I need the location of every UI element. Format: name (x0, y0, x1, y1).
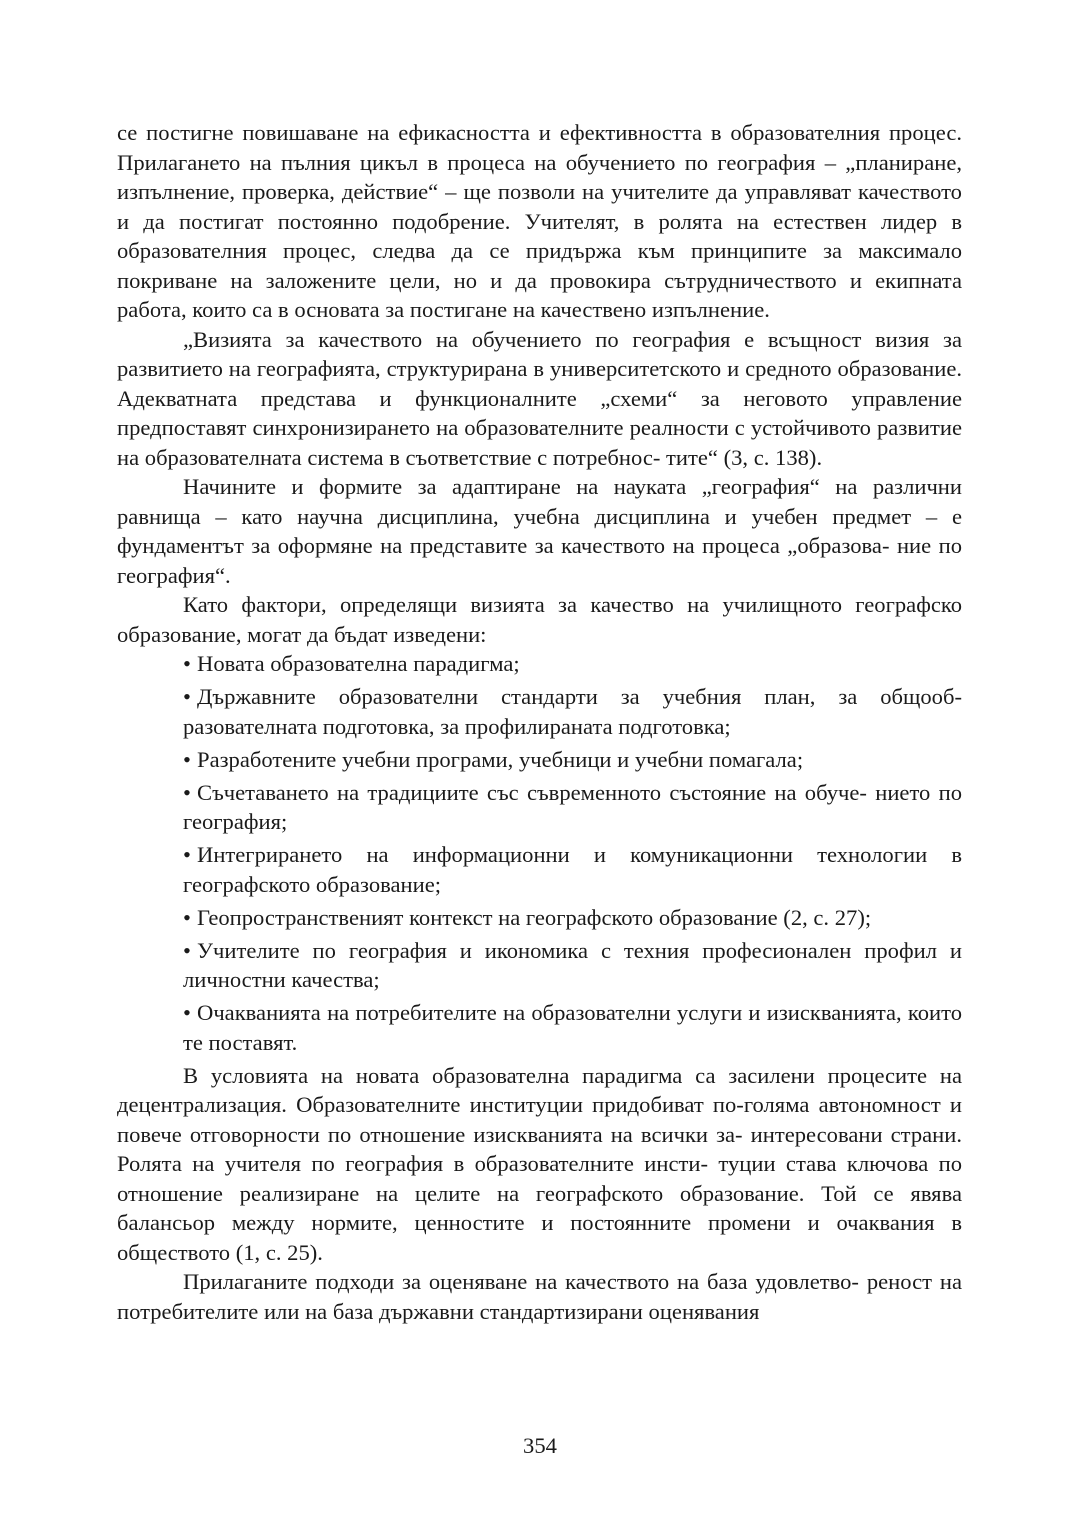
text-line: на естествен лидер в образователния процес, следва да се придържа към (117, 208, 963, 263)
text-line: В условията на новата образователна парадигма са засилени процесите (183, 1062, 928, 1088)
text-line: равнища – като научна дисциплина, учебна дисциплина и учебен предмет – е (117, 503, 962, 529)
paragraph (117, 118, 962, 325)
text-line: тите“ (3, с. 138). (666, 444, 823, 470)
text-line: нието по география; (183, 779, 963, 834)
text-line: Разработените учебни програми, учебници и учебни помагала; (197, 746, 804, 772)
text-line: Съчетаването на традициите със съвременното състояние на обуче- (197, 779, 867, 805)
bullet-icon: • (183, 842, 191, 867)
text-line: се постигне повишаване на ефикасността и ефективността в образователния (117, 120, 881, 145)
text-line: „планиране, изпълнение, проверка, действие“ – ще позволи на учителите да (117, 149, 962, 204)
text-line: Като фактори, определящи визията за качество на училищното географско (183, 592, 962, 617)
paragraphs-before-list (117, 118, 962, 649)
text-line: „Визията за качеството на обучението по география е всъщност визия (183, 326, 930, 352)
text-line: образование. Адекватната представа и функционалните „схеми“ за неговото (117, 356, 962, 411)
text-line: образование, могат да бъдат изведени: (117, 621, 487, 647)
list-item (183, 649, 962, 679)
text-line: Геопространственият контекст на географското образование (2, с. 27); (197, 904, 872, 930)
list-item (183, 998, 962, 1057)
paragraph (117, 1061, 962, 1268)
text-line: автономност и повече отговорности по отношение изискванията на всички за- (117, 1092, 962, 1147)
text-line: образование. Той се явява балансьор между нормите, ценностите и постоянните (117, 1180, 962, 1235)
text-line: географското образование; (183, 871, 441, 897)
text-line: процес. Прилагането на пълния цикъл в процеса на обучението по география – (117, 120, 962, 175)
text-line: ние по география“. (117, 533, 962, 588)
paragraph (117, 472, 962, 590)
page-body (117, 118, 962, 1326)
text-line: принципите за максимало покриване на заложените цели, но и да провокира (117, 238, 963, 293)
text-line: управляват качеството и да постигат постоянно подобрение. Учителят, в ролята (117, 179, 962, 234)
text-line: Очакванията на потребителите на образователни услуги и изискванията, (197, 1000, 902, 1025)
bullet-icon: • (183, 779, 191, 805)
text-line: и личностни качества; (183, 937, 963, 992)
bullet-icon: • (183, 651, 191, 676)
text-line: на децентрализация. Образователните институции придобиват по-голяма (117, 1062, 962, 1117)
bullet-icon: • (183, 937, 191, 963)
text-line: промени и очаквания в обществото (1, с. 25). (117, 1210, 962, 1265)
text-line: Учителите по география и икономика с техния професионален профил (197, 937, 937, 963)
paragraph (117, 1267, 962, 1326)
text-line: за развитието на географията, структурирана в университетското и средното (117, 326, 962, 381)
text-line: качествено изпълнение. (540, 297, 770, 322)
bullet-icon: • (183, 746, 191, 772)
bullet-icon: • (183, 1000, 191, 1025)
text-line: Начините и формите за адаптиране на науката „география“ на различни (183, 474, 962, 499)
text-line: които те поставят. (183, 1000, 962, 1055)
factors-bullet-list (117, 649, 962, 1057)
bullet-icon: • (183, 684, 191, 709)
text-line: Интегрирането на информационни и комуникационни технологии в (197, 842, 962, 867)
list-item (183, 936, 962, 995)
list-item (183, 745, 962, 775)
page-number: 354 (523, 1433, 557, 1458)
bullet-icon: • (183, 904, 191, 930)
text-line: Държавните образователни стандарти за учебния план, за общооб- (197, 684, 962, 709)
text-line: Новата образователна парадигма; (197, 651, 520, 676)
text-line: туции става ключова по отношение реализиране на целите на географското (117, 1151, 962, 1206)
text-line: сътрудничеството и екипната работа, които са в основата за постигане на (117, 267, 962, 322)
list-item (183, 903, 962, 933)
list-item (183, 682, 962, 741)
text-line: Прилаганите подходи за оценяване на качеството на база удовлетво- (183, 1269, 859, 1294)
list-item (183, 778, 962, 837)
list-item (183, 840, 962, 899)
paragraph (117, 590, 962, 649)
text-line: разователната подготовка, за профилираната подготовка; (183, 713, 731, 739)
text-line: устойчивото развитие на образователната система в съответствие с потребнос- (117, 415, 962, 470)
paragraph (117, 325, 962, 473)
text-line: фундаментът за оформяне на представите за качеството на процеса „образова- (117, 533, 890, 558)
text-line: реност на потребителите или на база държавни стандартизирани оценявания (117, 1269, 963, 1324)
text-line: интересовани страни. Ролята на учителя по география в образователните инсти- (117, 1121, 962, 1176)
text-line: управление предпоставят синхронизирането на образователните реалности с (117, 385, 962, 440)
paragraphs-after-list (117, 1061, 962, 1327)
